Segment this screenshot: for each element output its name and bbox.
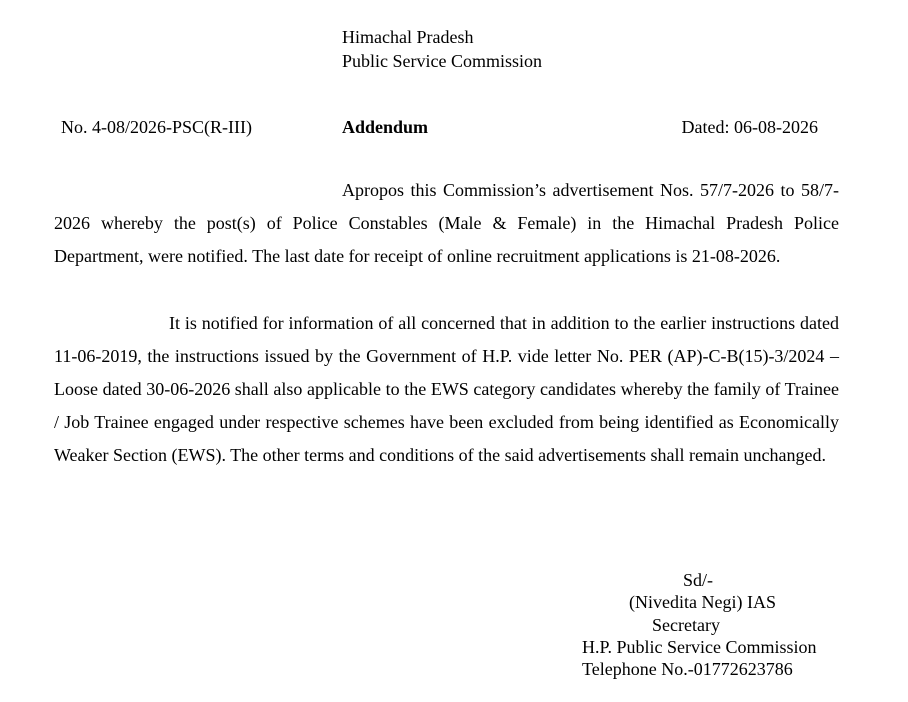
signatory-name: (Nivedita Negi) IAS <box>629 592 776 613</box>
signatory-designation: Secretary <box>652 614 720 635</box>
signature-block <box>582 569 817 680</box>
reference-line <box>0 115 908 139</box>
signatory-organization: H.P. Public Service Commission <box>582 636 817 657</box>
reference-number: No. 4-08/2026-PSC(R-III) <box>61 117 252 137</box>
signature-sd: Sd/- <box>683 570 714 590</box>
document-title: Addendum <box>342 117 429 137</box>
letterhead-line-commission: Public Service Commission <box>342 51 542 71</box>
letterhead <box>342 25 542 73</box>
body-paragraph-2: It is notified for information of all concerned that in addition to the earlier instructions dated 11-06-2019, the instructions issued by the Government of H.P. vide letter No. PER (AP)-C-B(15)-3/2024 – Loose dated 30-06-2026 shall also applicable to the EWS category candidates whereby the family of Trainee / Job Trainee engaged under respective schemes have been excluded from being identified as Economically Weaker Section (EWS). The other terms and conditions of the said advertisements shall remain unchanged. <box>54 313 839 465</box>
document-date: Dated: 06-08-2026 <box>681 117 818 137</box>
signatory-telephone: Telephone No.-01772623786 <box>582 659 793 680</box>
body-paragraph-1: Apropos this Commission’s advertisement Nos. 57/7-2026 to 58/7-2026 whereby the post(s) of Police Constables (Male & Female) in the Himachal Pradesh Police Department, were notified. The last date for receipt of online recruitment applications is 21-08-2026. <box>54 180 839 266</box>
letterhead-line-state: Himachal Pradesh <box>342 27 474 47</box>
